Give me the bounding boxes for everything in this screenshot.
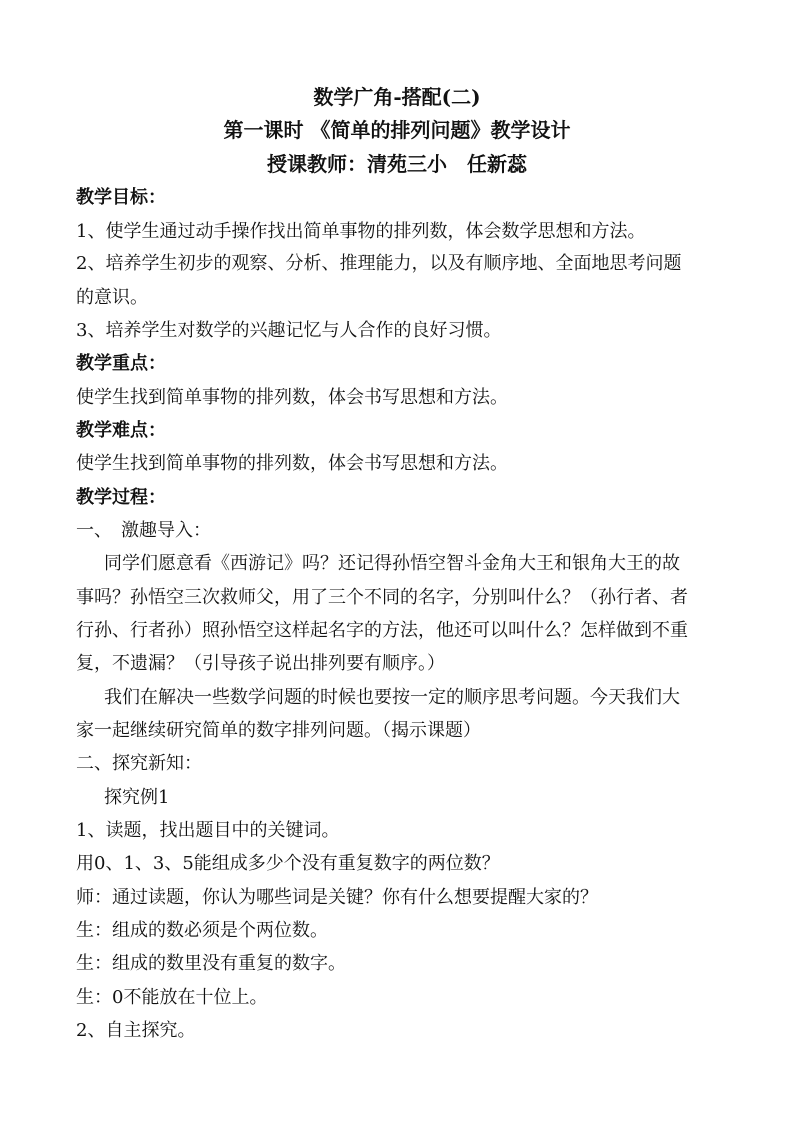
difficulties-heading: 教学难点： bbox=[76, 420, 166, 441]
topic-paragraph-line-2: 家一起继续研究简单的数字排列问题。（揭示课题） bbox=[76, 720, 481, 741]
key-points-heading: 教学重点： bbox=[76, 353, 166, 374]
objective-item-3: 3、培养学生对数学的兴趣记忆与人合作的良好习惯。 bbox=[76, 320, 502, 341]
document-title: 数学广角-搭配(二) bbox=[313, 85, 481, 109]
objective-item-1: 1、使学生通过动手操作找出简单事物的排列数，体会数学思想和方法。 bbox=[76, 221, 646, 242]
difficulties-text: 使学生找到简单事物的排列数，体会书写思想和方法。 bbox=[76, 453, 508, 474]
intro-paragraph-line-3: 行孙、行者孙）照孙悟空这样起名字的方法，他还可以叫什么？怎样做到不重 bbox=[76, 620, 688, 641]
key-points-text: 使学生找到简单事物的排列数，体会书写思想和方法。 bbox=[76, 387, 508, 408]
objective-item-2: 2、培养学生初步的观察、分析、推理能力，以及有顺序地、全面地思考问题 bbox=[76, 253, 682, 274]
intro-paragraph-line-4: 复，不遗漏？（引导孩子说出排列要有顺序。） bbox=[76, 653, 445, 674]
objective-item-2-cont: 的意识。 bbox=[76, 287, 148, 308]
student-answer-3: 生：0不能放在十位上。 bbox=[76, 987, 268, 1008]
example-question: 用0、1、3、5能组成多少个没有重复数字的两位数？ bbox=[76, 853, 500, 874]
intro-paragraph-line-2: 事吗？孙悟空三次救师父，用了三个不同的名字，分别叫什么？（孙行者、者 bbox=[76, 587, 688, 608]
example-label: 探究例1 bbox=[104, 787, 170, 808]
process-heading: 教学过程： bbox=[76, 487, 166, 508]
section-1-heading: 一、 激趣导入： bbox=[76, 520, 211, 541]
teacher-prompt: 师：通过读题，你认为哪些词是关键？你有什么想要提醒大家的？ bbox=[76, 887, 598, 908]
topic-paragraph-line-1: 我们在解决一些数学问题的时候也要按一定的顺序思考问题。今天我们大 bbox=[104, 687, 680, 708]
student-answer-2: 生：组成的数里没有重复的数字。 bbox=[76, 953, 346, 974]
student-answer-1: 生：组成的数必须是个两位数。 bbox=[76, 920, 328, 941]
section-2-heading: 二、探究新知： bbox=[76, 753, 202, 774]
teacher-line: 授课教师：清苑三小 任新蕊 bbox=[267, 152, 527, 176]
step-1: 1、读题，找出题目中的关键词。 bbox=[76, 820, 340, 841]
step-2: 2、自主探究。 bbox=[76, 1020, 196, 1041]
intro-paragraph-line-1: 同学们愿意看《西游记》吗？还记得孙悟空智斗金角大王和银角大王的故 bbox=[104, 553, 680, 574]
objectives-heading: 教学目标： bbox=[76, 187, 166, 208]
lesson-subtitle: 第一课时 《简单的排列问题》教学设计 bbox=[223, 118, 571, 142]
